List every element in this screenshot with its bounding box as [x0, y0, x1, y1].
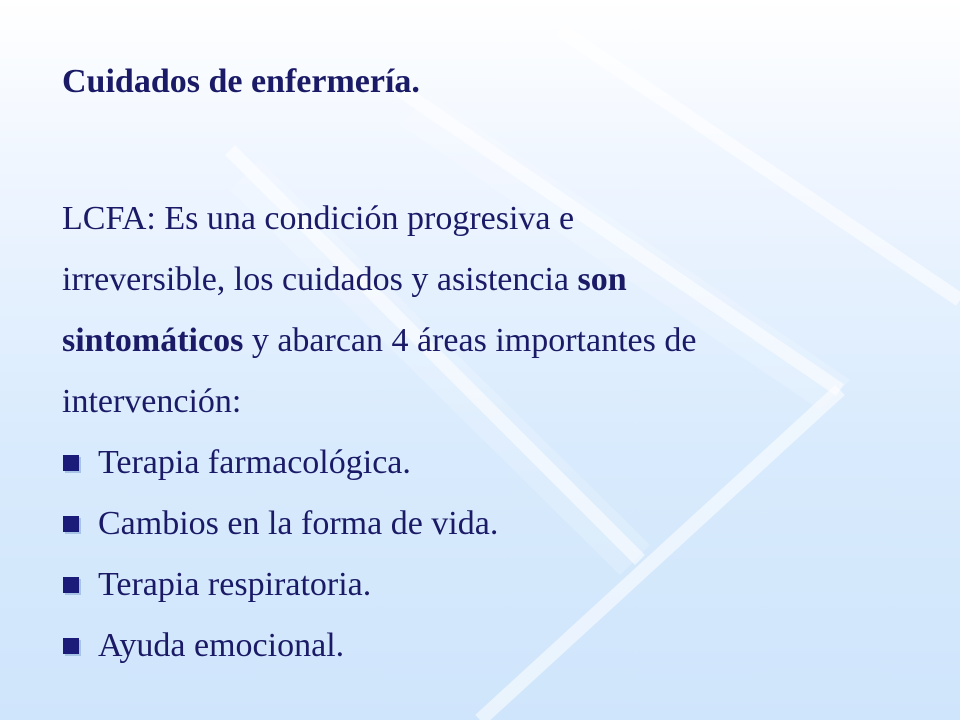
list-item [62, 615, 922, 676]
paragraph-line-2 [62, 249, 922, 310]
list-item-text: Terapia respiratoria. [98, 566, 372, 603]
list-item [62, 432, 922, 493]
paragraph-line-3-text: y abarcan 4 áreas importantes de [243, 322, 697, 359]
slide-content [62, 62, 922, 676]
emphasis-son: son [577, 261, 627, 298]
list-item-text: Cambios en la forma de vida. [98, 505, 499, 542]
square-bullet-icon [63, 577, 79, 593]
slide-title: Cuidados de enfermería. [62, 63, 420, 100]
paragraph-line-2-text: irreversible, los cuidados y asistencia [62, 261, 578, 298]
slide-body [62, 188, 922, 676]
list-item-text: Terapia farmacológica. [98, 444, 411, 481]
square-bullet-icon [63, 455, 79, 471]
square-bullet-icon [63, 516, 79, 532]
bullet-list [62, 432, 922, 676]
list-item [62, 554, 922, 615]
paragraph-line-1: LCFA: Es una condición progresiva e [62, 200, 575, 237]
square-bullet-icon [63, 638, 79, 654]
list-item [62, 493, 922, 554]
paragraph-line-4: intervención: [62, 383, 242, 420]
emphasis-sintomaticos: sintomáticos [62, 322, 244, 359]
list-item-text: Ayuda emocional. [98, 627, 345, 664]
paragraph-line-3 [62, 310, 922, 371]
